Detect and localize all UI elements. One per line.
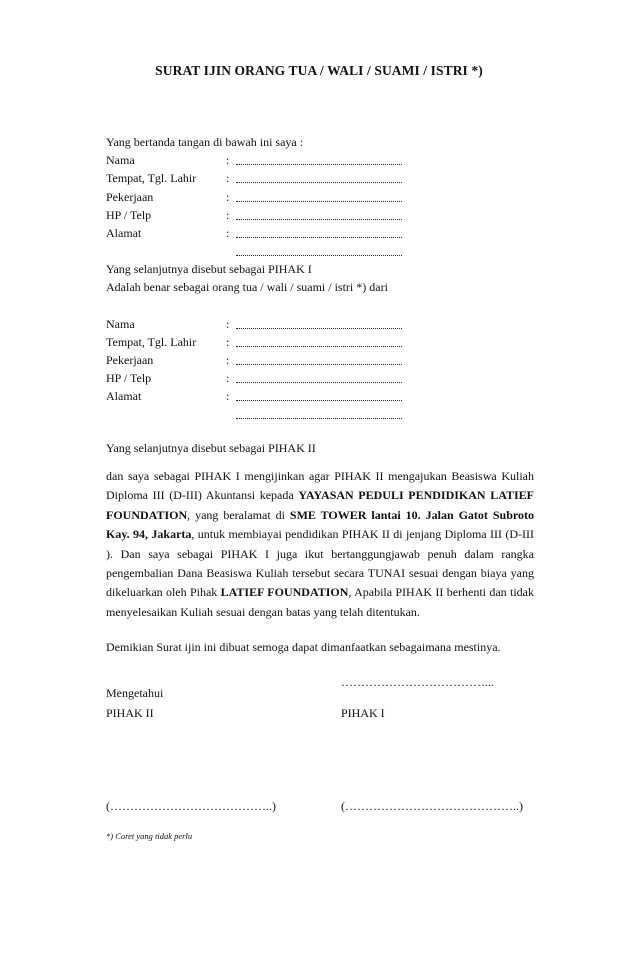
field-label: Tempat, Tgl. Lahir: [106, 335, 197, 349]
field-label: Alamat: [106, 226, 142, 240]
body-text: , yang beralamat di: [187, 507, 290, 522]
field-label: Nama: [106, 317, 135, 331]
field-label: Nama: [106, 153, 135, 167]
footnote: *) Coret yang tidak perlu: [106, 831, 193, 841]
fill-in-blank: [236, 344, 402, 347]
field-colon: :: [226, 389, 230, 403]
field-colon: :: [226, 371, 230, 385]
fill-in-blank: [236, 326, 402, 329]
fill-in-blank: [236, 398, 402, 401]
field-colon: :: [226, 153, 230, 167]
field-colon: :: [226, 171, 230, 185]
foundation-short-name: LATIEF FOUNDATION: [220, 585, 349, 600]
fill-in-blank: [236, 199, 402, 202]
fill-in-blank: [236, 235, 402, 238]
field-label: Pekerjaan: [106, 190, 154, 204]
body-text: , Apabila PIHAK II berhenti dan tidak menyelesaikan Kuliah sesuai dengan batas yang telah ditentukan.: [106, 585, 534, 619]
relation-text: Adalah benar sebagai orang tua / wali / suami / istri *) dari: [106, 280, 388, 294]
intro-text: Yang bertanda tangan di bawah ini saya :: [106, 135, 304, 149]
field-colon: :: [226, 208, 230, 222]
field-colon: :: [226, 226, 230, 240]
fill-in-blank: [236, 380, 402, 383]
closing-text: Demikian Surat ijin ini dibuat semoga dapat dimanfaatkan sebagaimana mestinya.: [106, 640, 501, 654]
date-place-blank: ………………………………...: [341, 675, 494, 689]
field-label: Alamat: [106, 389, 142, 403]
fill-in-blank: [236, 180, 402, 183]
field-label: HP / Telp: [106, 208, 152, 222]
field-label: Pekerjaan: [106, 353, 154, 367]
field-label: HP / Telp: [106, 371, 152, 385]
field-colon: :: [226, 317, 230, 331]
pihak-ii-text: Yang selanjutnya disebut sebagai PIHAK II: [106, 441, 316, 455]
body-paragraph: [106, 467, 534, 622]
fill-in-blank: [236, 162, 402, 165]
letter-title: SURAT IJIN ORANG TUA / WALI / SUAMI / ISTRI *): [155, 63, 483, 78]
pihak-ii-signer-label: PIHAK II: [106, 706, 154, 720]
fill-in-blank: [236, 362, 402, 365]
foundation-name: YAYASAN PEDULI PENDIDIKAN LATIEF FOUNDATION: [106, 488, 534, 522]
field-colon: :: [226, 353, 230, 367]
fill-in-blank: [236, 416, 402, 419]
pihak-i-signer-label: PIHAK I: [341, 706, 385, 720]
body-text: , untuk membiayai pendidikan PIHAK II di jenjang Diploma III (D-III ). Dan saya sebagai PIHAK I juga ikut bertanggungjawab penuh dalam rangka pengembalian Dana Beasiswa Kuliah tersebut secara TUNAI sesuai dengan biaya yang dikeluarkan oleh Pihak: [106, 527, 534, 600]
body-text: dan saya sebagai PIHAK I mengijinkan agar PIHAK II mengajukan Beasiswa Kuliah Diploma III (D-III) Akuntansi kepada: [106, 469, 534, 503]
field-label: Tempat, Tgl. Lahir: [106, 171, 197, 185]
fill-in-blank: [236, 253, 402, 256]
fill-in-blank: [236, 217, 402, 220]
signature-left: (…………………………………..): [106, 799, 276, 813]
mengetahui-label: Mengetahui: [106, 686, 164, 700]
field-colon: :: [226, 335, 230, 349]
foundation-address: SME TOWER lantai 10. Jalan Gatot Subroto Kay. 94, Jakarta: [106, 507, 534, 542]
pihak-i-text: Yang selanjutnya disebut sebagai PIHAK I: [106, 262, 312, 276]
signature-right: (……………………………………..): [341, 799, 523, 813]
field-colon: :: [226, 190, 230, 204]
